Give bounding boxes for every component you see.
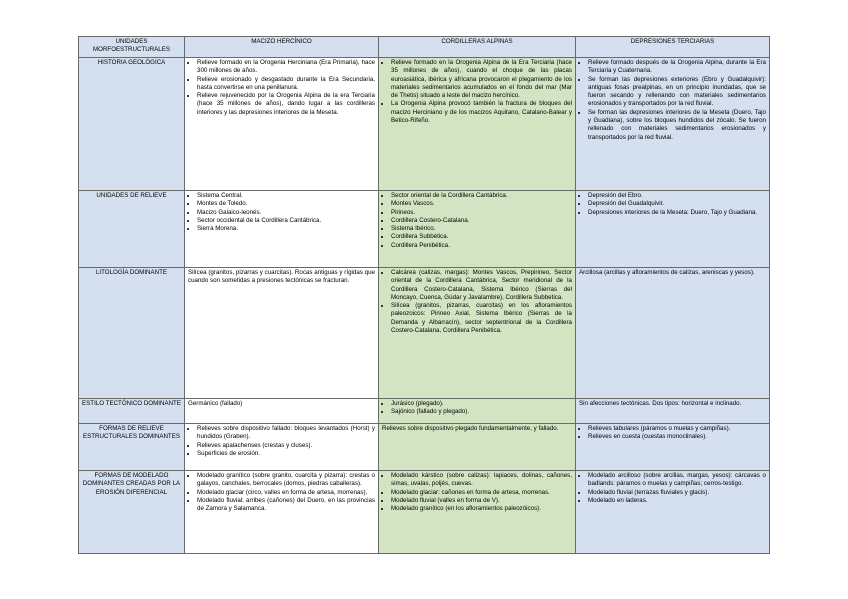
list-item: • Superficies de erosión.: [197, 450, 375, 458]
list-item: • Depresión del Ebro.: [588, 192, 766, 200]
row-label: UNIDADES DE RELIEVE: [79, 191, 185, 268]
cell-terciarias: [576, 424, 770, 471]
row-label: LITOLOGÍA DOMINANTE: [79, 268, 185, 399]
list-item: • Montes de Toledo.: [197, 200, 375, 208]
list-item: • Modelado fluvial (terrazas fluviales y glacis).: [588, 489, 766, 497]
list-item: • Relieves sobre dispositivo fallado: bloques levantados (Horst) y hundidos (Graben).: [197, 425, 375, 442]
cell-alpinas: [379, 399, 576, 424]
list-item: • Cordillera Costero-Catalana.: [391, 217, 572, 225]
list-item: • Se forman las depresiones interiores de la Meseta (Duero, Tajo y Guadiana), sobre los bloques hundidos del zócalo. Se fueron rellenado con materiales sedimentarios erosionados y transportados por la red fluvial.: [588, 109, 766, 142]
cell-hercinico: [185, 191, 379, 268]
list-item: • Relieve rejuvenecido por la Orogenia Alpina de la era Terciaria (hace 35 millones de años), dando lugar a las cordilleras interiores y las depresiones interiores de la Meseta.: [197, 92, 375, 117]
list-item: • Modelado arcilloso (sobre arcillas, margas, yesos): cárcavas o badlands: páramos o muelas y campiñas; cerros-testigo.: [588, 472, 766, 489]
row-formas-de-relieve: [79, 424, 770, 471]
list-item: • Relieves apalachenses (crestas y cluses).: [197, 442, 375, 450]
list-item: • Cordillera Penibética.: [391, 242, 572, 250]
list-item: • Calcárea (calizas, margas): Montes Vascos, Prepirineo, Sector oriental de la Cordillera Cantábrica, Sector meridional de la Cordillera Costero-Catalana, Sistema Ibérico (Sierras del Moncayo, Cuenca, Gúdar y Javalambre), Cordillera Subbetica.: [391, 269, 572, 302]
cell-terciarias: [576, 58, 770, 191]
list-item: • Relieves en cuesta (cuestas monoclinales).: [588, 433, 766, 441]
list-item: • Cordillera Subbética.: [391, 233, 572, 241]
list-item: • Modelado granítico (en los afloramientos paleozóicos).: [391, 505, 572, 513]
row-historia-geologica: [79, 58, 770, 191]
list-item: • Sistema Ibérico.: [391, 225, 572, 233]
header-cordilleras-alpinas: CORDILLERAS ALPINAS: [379, 37, 576, 58]
row-formas-de-modelado: [79, 471, 770, 554]
list-item: • Modelado fluvial: arribes (cañones) del Duero, en las provincias de Zamora y Salamanca.: [197, 497, 375, 514]
list-item: • Depresión del Guadalquivir.: [588, 200, 766, 208]
list-item: • Modelado fluvial (valles en forma de V).: [391, 497, 572, 505]
cell-alpinas: [379, 471, 576, 554]
list-item: • Relieve formado en la Orogenia Alpina de la Era Terciaria (hace 35 millones de años), cuando el choque de las placas euroasiática, ibérica y africana provocaron el plegamiento de los materiales sedimentarios acumulados en el fondo del mar (Mar de Thetis) situado a leste del macizo hercínico.: [391, 59, 572, 100]
list-item: • Sajónico (fallado y plegado).: [391, 408, 572, 416]
list-item: • La Orogenia Alpina provocó también la fractura de bloques del macizo Herciniano y de los macizos Aquitano, Catalano-Balear y Betico-Rifeño.: [391, 100, 572, 125]
list-item: • Relieve formado después de la Orogenia Alpina, durante la Era Terciaria y Cuaternaria.: [588, 59, 766, 76]
cell-hercinico: [185, 471, 379, 554]
list-item: • Macizo Galaico-leonés.: [197, 209, 375, 217]
list-item: • Sector oriental de la Cordillera Cantábrica.: [391, 192, 572, 200]
cell-terciarias: Sin afecciones tectónicas. Dos tipos: horizontal e inclinado.: [576, 399, 770, 424]
cell-terciarias: Arcillosa (arcillas y afloramientos de calizas, areniscas y yesos).: [576, 268, 770, 399]
list-item: • Modelado glaciar: cañones en forma de artesa, morrenas.: [391, 489, 572, 497]
cell-alpinas: [379, 268, 576, 399]
list-item: • Modelado kárstico (sobre calizas): lapiaces, dolinas, cañones, simas, uvalas, poljés, cuevas.: [391, 472, 572, 489]
cell-hercinico: [185, 424, 379, 471]
list-item: • Modelado en laderas.: [588, 497, 766, 505]
list-item: • Pirineos.: [391, 209, 572, 217]
row-estilo-tectonico: [79, 399, 770, 424]
cell-terciarias: [576, 471, 770, 554]
cell-alpinas: [379, 58, 576, 191]
header-row: [79, 37, 770, 58]
cell-hercinico: [185, 58, 379, 191]
header-macizo-hercinico: MACIZO HERCÍNICO: [185, 37, 379, 58]
list-item: • Silícea (granitos, pizarras, cuarcitas) en los afloramientos paleozoicos: Pirineo Axial, Sistema Ibérico (Sierras de la Demanda y Albarracín), sector septentrional de la Cordillera Costero-Catalana, Cordillera Penibética.: [391, 302, 572, 335]
list-item: • Modelado glaciar (circo, valles en forma de artesa, morrenas).: [197, 489, 375, 497]
list-item: • Relieve formado en la Orogenia Herciniana (Era Primaria), hace 300 millones de años.: [197, 59, 375, 76]
row-label: ESTILO TECTÓNICO DOMINANTE: [79, 399, 185, 424]
row-label: HISTORIA GEOLÓGICA: [79, 58, 185, 191]
header-unidades: UNIDADES MORFOESTRUCTURALES: [79, 37, 185, 58]
cell-hercinico: Germánico (fallado): [185, 399, 379, 424]
list-item: • Jurásico (plegado).: [391, 400, 572, 408]
cell-terciarias: [576, 191, 770, 268]
list-item: • Modelado granítico (sobre granito, cuarcita y pizarra): crestas o galayos, canchales, berrocales (domos, piedras caballeras).: [197, 472, 375, 489]
row-litologia-dominante: [79, 268, 770, 399]
cell-alpinas: [379, 191, 576, 268]
list-item: • Se forman las depresiones exteriores (Ebro y Guadalquivir): antiguas fosas prealpinas, en un principio inundadas, que se fueron secando y rellenando con materiales sedimentarios erosionados y transportados por la red fluvial.: [588, 76, 766, 109]
list-item: • Sierra Morena.: [197, 225, 375, 233]
header-depresiones-terciarias: DEPRESIONES TERCIARIAS: [576, 37, 770, 58]
cell-alpinas: Relieves sobre dispositivo plegado fundamentalmente, y fallado.: [379, 424, 576, 471]
morphostructural-table: [78, 36, 770, 554]
list-item: • Sector occidental de la Cordillera Cantábrica.: [197, 217, 375, 225]
list-item: • Montes Vascos.: [391, 200, 572, 208]
list-item: • Sistema Central.: [197, 192, 375, 200]
cell-hercinico: Silícea (granitos, pizarras y cuarcitas). Rocas antiguas y rígidas que cuando son sometidas a presiones tectónicas se fracturan.: [185, 268, 379, 399]
list-item: • Relieve erosionado y desgastado durante la Era Secundaria, hasta convertirse en una penillanura.: [197, 76, 375, 93]
list-item: • Relieves tabulares (páramos o muelas y campiñas).: [588, 425, 766, 433]
row-label: FORMAS DE RELIEVE ESTRUCTURALES DOMINANTES: [79, 424, 185, 471]
list-item: • Depresiones interiores de la Meseta: Duero, Tajo y Guadiana.: [588, 209, 766, 217]
row-unidades-de-relieve: [79, 191, 770, 268]
row-label: FORMAS DE MODELADO DOMINANTES CREADAS POR LA EROSIÓN DIFERENCIAL: [79, 471, 185, 554]
